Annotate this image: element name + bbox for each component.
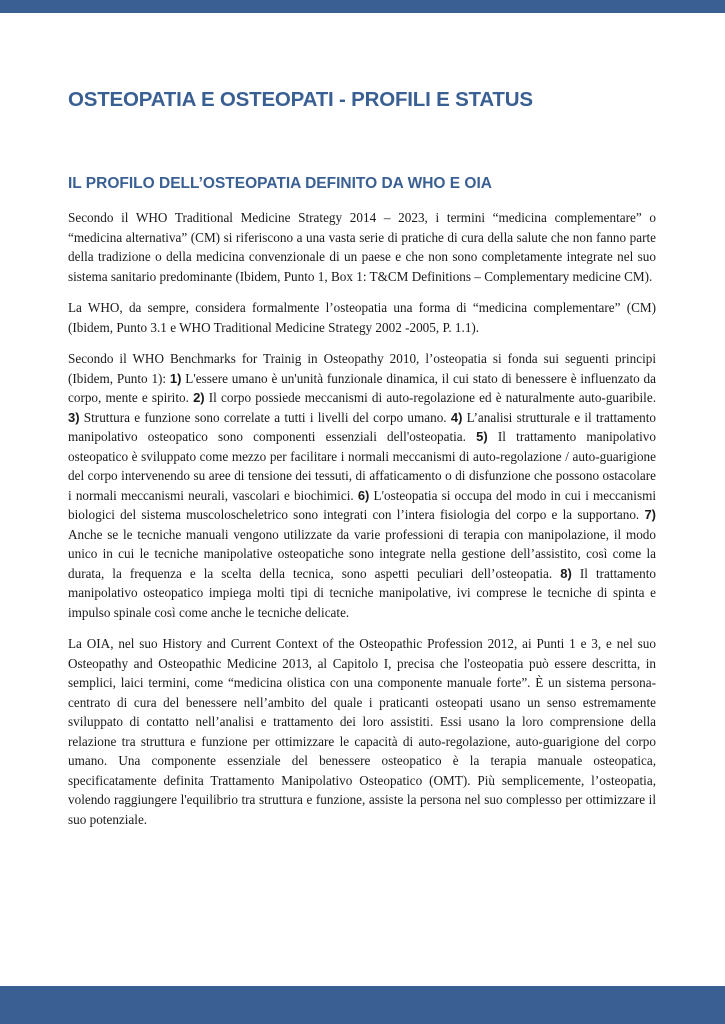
paragraph-cm-definition: Secondo il WHO Traditional Medicine Strategy 2014 – 2023, i termini “medicina complementare” o “medicina alternativa” (CM) si riferiscono a una vasta serie di pratiche di cura della salute che non fanno parte della tradizione o della medicina convenzionale di un paese e che non sono completamente integrate nel suo sistema sanitario predominante (Ibidem, Punto 1, Box 1: T&CM Definitions – Complementary medicine CM). — [68, 210, 656, 284]
principle-text: Il trattamento manipolativo osteopatico impiega molti tipi di tecniche manipolative, ivi comprese le tecniche di spinta e impulso spinale così come anche le tecniche delicate. — [68, 565, 656, 620]
principle-number: 7) — [644, 507, 656, 522]
page-title: OSTEOPATIA E OSTEOPATI - PROFILI E STATUS — [68, 88, 533, 111]
principle-text: Anche se le tecniche manuali vengono utilizzate da varie professioni di terapia con manipolazione, il modo unico in cui le tecniche manipolative osteopatiche sono integrate nella gestione dell’assistito, così come la durata, la frequenza e la scelta della tecnica, sono aspetti peculiari dell’osteopatia. — [68, 526, 656, 581]
principle-number: 6) — [357, 487, 370, 503]
principle-number: 2) — [193, 390, 205, 405]
principle-number: 8) — [560, 565, 572, 581]
principle-text: L'essere umano è un'unità funzionale dinamica, il cui stato di benessere è influenzato da corpo, mente e spirito. — [68, 370, 656, 405]
principles-intro: Secondo il WHO Benchmarks for Trainig in Osteopathy 2010, l’osteopatia si fonda sui seguenti principi (Ibidem, Punto 1): — [68, 351, 656, 386]
paragraph-who-osteopathy: La WHO, da sempre, considera formalmente l’osteopatia una forma di “medicina complementare” (CM) (Ibidem, Punto 3.1 e WHO Traditional Medicine Strategy 2002 -2005, P. 1.1). — [68, 300, 656, 335]
principle-text: Il trattamento manipolativo osteopatico è sviluppato come mezzo per facilitare i normali meccanismi di auto-regolazione / auto-guarigione del corpo intervenendo su aree di tensione dei tessuti, di affaticamento o di disfunzione che possono ostacolare i normali meccanismi neurali, vascolari e biochimici. — [68, 429, 656, 503]
principle-text: L’analisi strutturale e il trattamento manipolativo osteopatico sono componenti essenziali dell'osteopatia. — [68, 409, 657, 444]
section-heading: IL PROFILO DELL’OSTEOPATIA DEFINITO DA WHO E OIA — [68, 175, 492, 192]
footer-band — [0, 986, 725, 1024]
principle-number: 1) — [169, 370, 182, 386]
document-body — [68, 88, 656, 829]
principle-number: 4) — [450, 409, 463, 425]
header-band — [0, 0, 725, 13]
principle-number: 5) — [476, 429, 488, 444]
paragraph-principles — [68, 349, 656, 622]
principle-text: Struttura e funzione sono correlate a tutti i livelli del corpo umano. — [79, 409, 451, 425]
principle-number: 3) — [68, 409, 80, 425]
paragraph-oia-definition: La OIA, nel suo History and Current Context of the Osteopathic Profession 2012, ai Punti 1 e 3, e nel suo Osteopathy and Osteopathic Medicine 2013, al Capitolo I, precisa che l'osteopatia può essere descritta, in semplici, laici termini, come “medicina olistica con una componente manuale forte”. È un sistema persona-centrato di cura del benessere nell’ambito del quale i praticanti osteopati usano un senso estremamente sviluppato di contatto nell’analisi e trattamento dei loro assistiti. Essi usano la loro comprensione della relazione tra struttura e funzione per ottimizzare le capacità di auto-regolazione, auto-guarigione del corpo umano. Una componente essenziale del benessere osteopatico è la terapia manuale osteopatica, specificatamente definita Trattamento Manipolativo Osteopatico (OMT). Più semplicemente, l’osteopatia, volendo raggiungere l'equilibrio tra struttura e funzione, assiste la persona nel suo complesso per ottimizzare il suo potenziale. — [68, 636, 656, 827]
principle-text: Il corpo possiede meccanismi di auto-regolazione ed è naturalmente auto-guaribile. — [204, 390, 656, 405]
principle-text: L'osteopatia si occupa del modo in cui i meccanismi biologici del sistema muscoloscheletrico sono integrati con l’intera fisiologia del corpo e la supportano. — [68, 487, 656, 522]
